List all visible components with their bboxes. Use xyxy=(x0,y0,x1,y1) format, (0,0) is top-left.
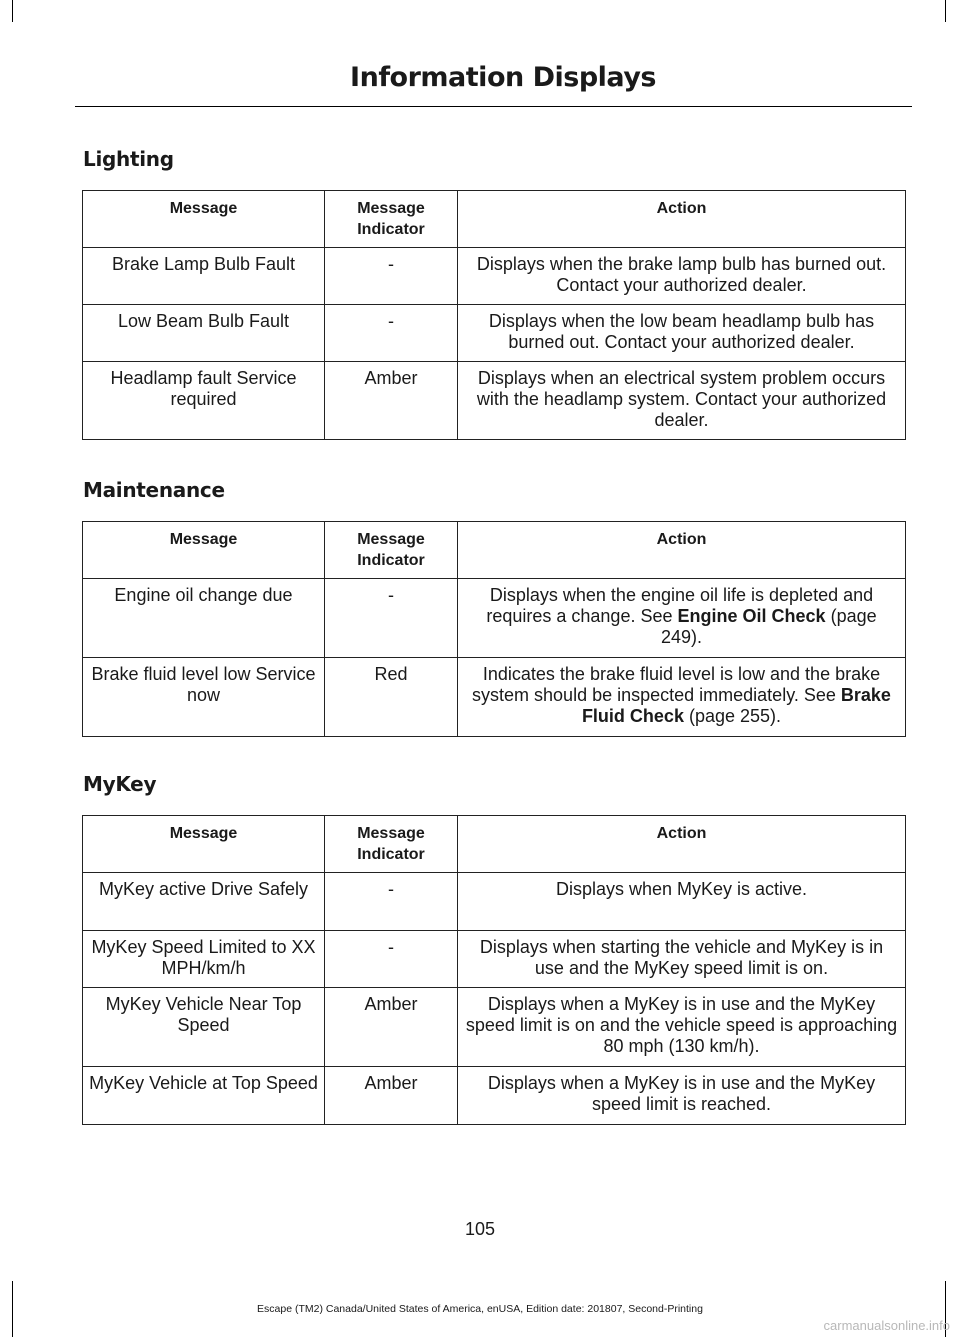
section-heading-mykey: MyKey xyxy=(83,772,157,796)
message-cell: Low Beam Bulb Fault xyxy=(83,305,325,362)
action-cell xyxy=(458,658,906,737)
cross-reference-link[interactable]: Engine Oil Check xyxy=(677,606,826,626)
section-heading-lighting: Lighting xyxy=(83,147,174,171)
indicator-cell: Red xyxy=(325,658,458,737)
mykey-table xyxy=(82,815,906,1125)
column-header-action: Action xyxy=(458,522,906,579)
action-cell: Displays when the brake lamp bulb has burned out. Contact your authorized dealer. xyxy=(458,248,906,305)
crop-mark-top-left xyxy=(12,0,13,22)
action-cell: Displays when a MyKey is in use and the MyKey speed limit is reached. xyxy=(458,1067,906,1125)
table-row xyxy=(83,988,906,1067)
cross-reference-link[interactable]: Brake Fluid Check xyxy=(581,685,891,726)
indicator-cell: Amber xyxy=(325,988,458,1067)
watermark: carmanualsonline.info xyxy=(823,1318,950,1333)
page-number: 105 xyxy=(464,1219,496,1239)
lighting-table xyxy=(82,190,906,440)
page-title: Information Displays xyxy=(350,62,656,93)
indicator-cell: - xyxy=(325,931,458,988)
table-row xyxy=(83,579,906,658)
table-header-row xyxy=(83,816,906,873)
message-cell: MyKey active Drive Safely xyxy=(83,873,325,931)
indicator-cell: Amber xyxy=(325,1067,458,1125)
column-header-action: Action xyxy=(458,191,906,248)
action-text: Indicates the brake fluid level is low and the brake system should be inspected immediately. See xyxy=(472,664,881,705)
indicator-cell: - xyxy=(325,305,458,362)
column-header-message: Message xyxy=(83,816,325,873)
page-reference: (page 255). xyxy=(688,706,782,726)
action-cell: Displays when the low beam headlamp bulb has burned out. Contact your authorized dealer. xyxy=(458,305,906,362)
action-cell: Displays when an electrical system problem occurs with the headlamp system. Contact your authorized dealer. xyxy=(458,362,906,440)
indicator-cell: - xyxy=(325,873,458,931)
message-cell: MyKey Speed Limited to XX MPH/km/h xyxy=(83,931,325,988)
table-row xyxy=(83,931,906,988)
table-row xyxy=(83,873,906,931)
indicator-cell: - xyxy=(325,248,458,305)
action-text: Displays when the engine oil life is depleted and requires a change. See xyxy=(486,585,874,626)
action-cell: Displays when MyKey is active. xyxy=(458,873,906,931)
message-cell: Brake Lamp Bulb Fault xyxy=(83,248,325,305)
action-cell: Displays when a MyKey is in use and the MyKey speed limit is on and the vehicle speed is approaching 80 mph (130 km/h). xyxy=(458,988,906,1067)
message-cell: MyKey Vehicle at Top Speed xyxy=(83,1067,325,1125)
column-header-action: Action xyxy=(458,816,906,873)
header-divider xyxy=(75,106,912,107)
table-header-row xyxy=(83,191,906,248)
message-cell: Engine oil change due xyxy=(83,579,325,658)
action-cell: Displays when starting the vehicle and MyKey is in use and the MyKey speed limit is on. xyxy=(458,931,906,988)
column-header-indicator: Message Indicator xyxy=(325,816,458,873)
crop-mark-top-right xyxy=(945,0,946,22)
table-row xyxy=(83,305,906,362)
table-row xyxy=(83,658,906,737)
message-cell: Brake fluid level low Service now xyxy=(83,658,325,737)
indicator-cell: Amber xyxy=(325,362,458,440)
column-header-indicator: Message Indicator xyxy=(325,522,458,579)
indicator-cell: - xyxy=(325,579,458,658)
table-row xyxy=(83,1067,906,1125)
table-row xyxy=(83,362,906,440)
maintenance-table xyxy=(82,521,906,737)
section-heading-maintenance: Maintenance xyxy=(83,478,225,502)
message-cell: Headlamp fault Service required xyxy=(83,362,325,440)
column-header-message: Message xyxy=(83,191,325,248)
action-cell xyxy=(458,579,906,658)
page-reference: (page 249). xyxy=(660,606,877,647)
edition-footer: Escape (TM2) Canada/United States of America, enUSA, Edition date: 201807, Second-Printing xyxy=(257,1303,703,1315)
table-row xyxy=(83,248,906,305)
message-cell: MyKey Vehicle Near Top Speed xyxy=(83,988,325,1067)
column-header-indicator: Message Indicator xyxy=(325,191,458,248)
table-header-row xyxy=(83,522,906,579)
column-header-message: Message xyxy=(83,522,325,579)
